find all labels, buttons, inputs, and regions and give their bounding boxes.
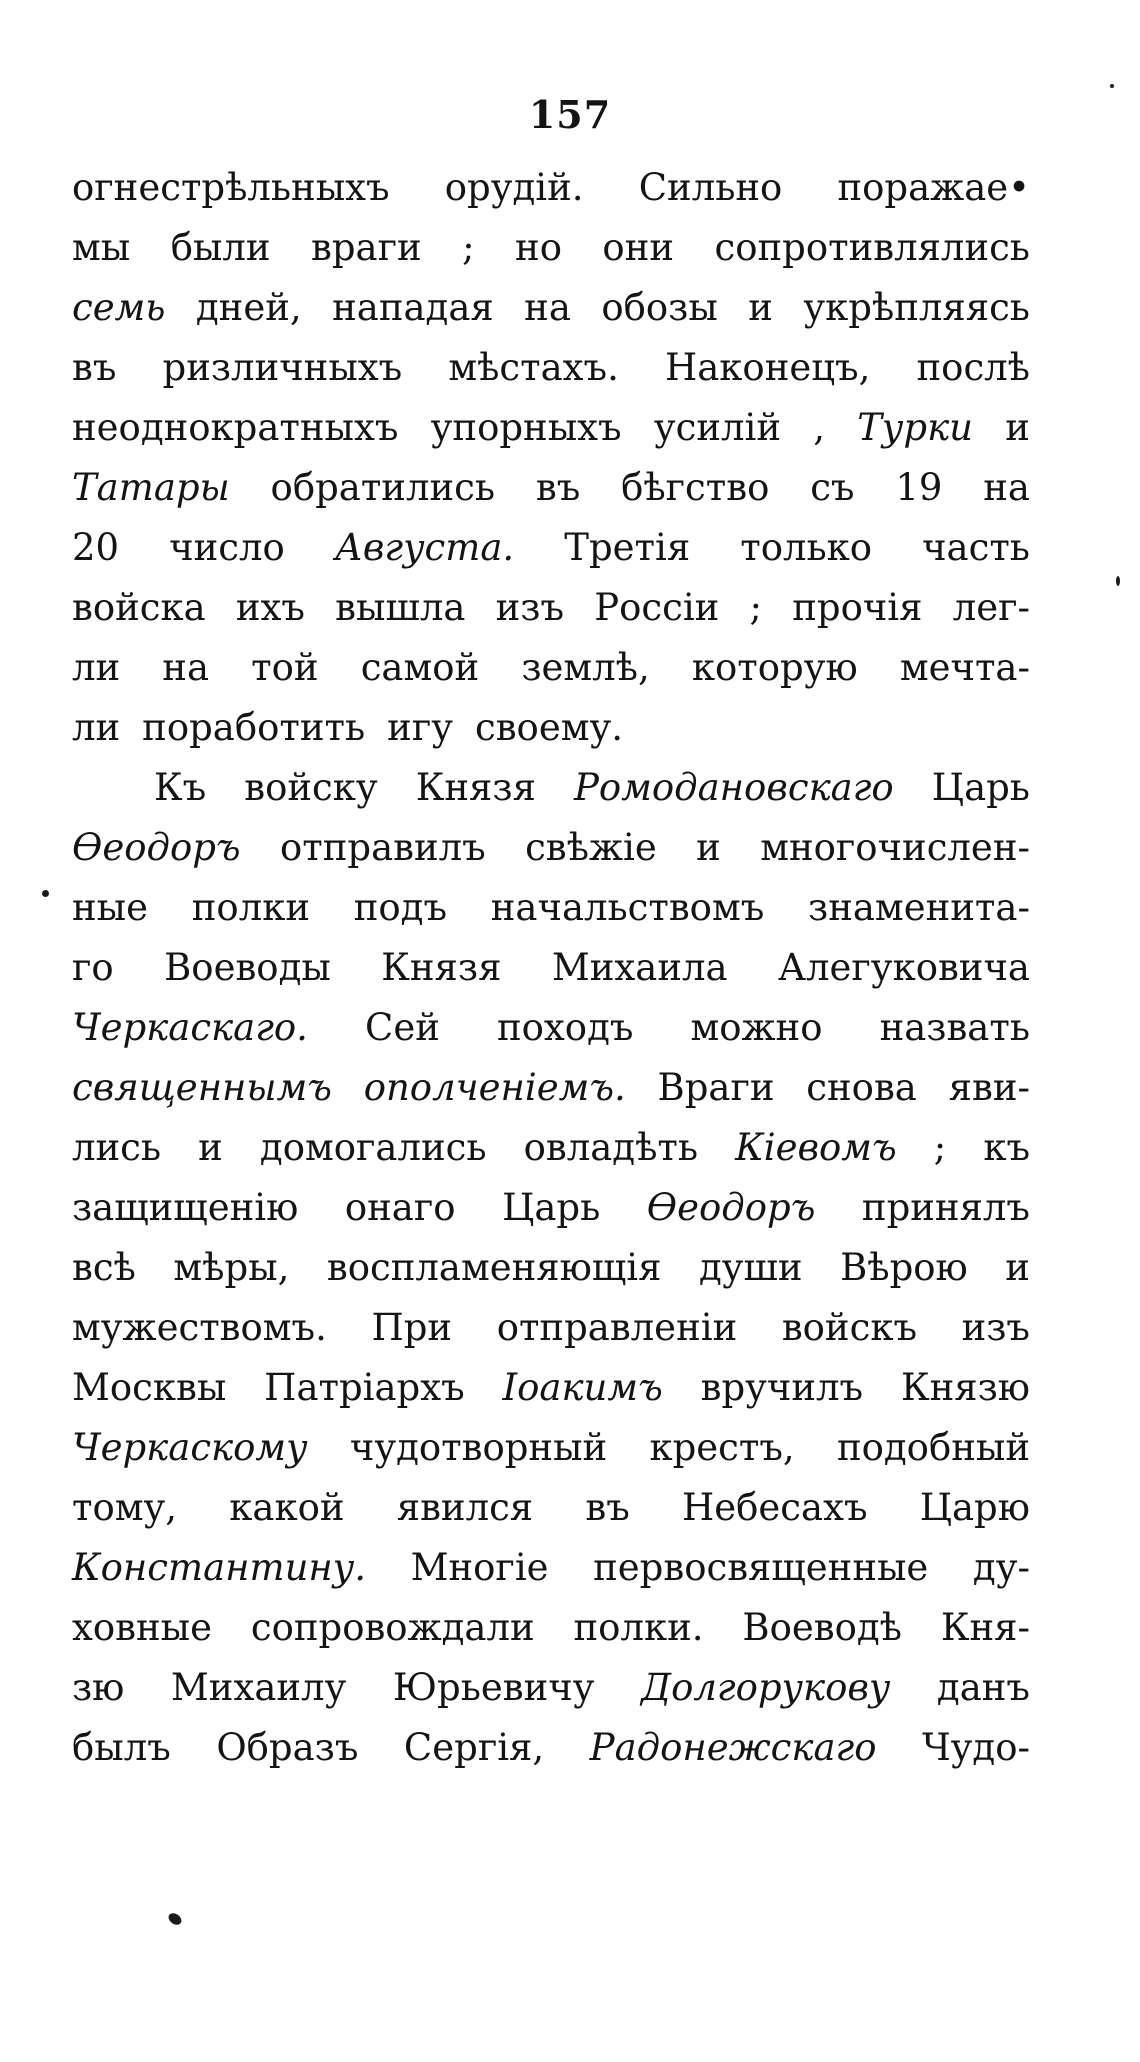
word: ные bbox=[72, 886, 149, 929]
word: были bbox=[170, 226, 271, 269]
page-number: 157 bbox=[528, 92, 612, 137]
word: Образъ bbox=[216, 1726, 359, 1769]
word: они bbox=[602, 226, 675, 269]
word: Къ bbox=[154, 766, 207, 809]
word: Многіе bbox=[410, 1546, 549, 1589]
word: и bbox=[748, 286, 773, 329]
word: мужествомъ. bbox=[72, 1306, 327, 1349]
word: Юрьевичу bbox=[392, 1666, 595, 1709]
word: усилій bbox=[653, 406, 781, 449]
word: Вѣрою bbox=[840, 1246, 968, 1289]
word: Москвы bbox=[72, 1366, 227, 1409]
italic-word: священнымъ bbox=[72, 1066, 332, 1109]
text-line bbox=[72, 458, 1030, 518]
text-line bbox=[72, 698, 1030, 758]
italic-word: Черкаскому bbox=[72, 1426, 308, 1469]
word: какой bbox=[229, 1486, 345, 1529]
text-line bbox=[72, 1238, 1030, 1298]
word: Россіи bbox=[594, 586, 720, 629]
word: бѣгство bbox=[621, 466, 770, 509]
word: начальствомъ bbox=[490, 886, 765, 929]
italic-word: Іоакимъ bbox=[502, 1366, 663, 1409]
word: войска bbox=[72, 586, 206, 629]
word: число bbox=[169, 526, 285, 569]
word: игу bbox=[387, 706, 453, 749]
word: прочія bbox=[792, 586, 923, 629]
word: ли bbox=[72, 706, 121, 749]
word: Князю bbox=[900, 1366, 1030, 1409]
text-line bbox=[72, 1418, 1030, 1478]
italic-word: Радонежскаго bbox=[589, 1726, 877, 1769]
text-line bbox=[72, 518, 1030, 578]
text-line bbox=[72, 398, 1030, 458]
ink-speck bbox=[166, 1911, 183, 1927]
italic-word: Кіевомъ bbox=[735, 1126, 897, 1169]
italic-word: Татары bbox=[72, 466, 230, 509]
ink-speck bbox=[42, 890, 49, 897]
word: овладѣть bbox=[523, 1126, 699, 1169]
word: Враги bbox=[657, 1066, 775, 1109]
word: изъ bbox=[495, 586, 565, 629]
text-line bbox=[72, 1178, 1030, 1238]
text-line bbox=[72, 1118, 1030, 1178]
word: Князя bbox=[415, 766, 536, 809]
page-text bbox=[72, 158, 1030, 1778]
word: дней, bbox=[195, 286, 302, 329]
word: явился bbox=[396, 1486, 534, 1529]
word: защищенію bbox=[72, 1186, 299, 1229]
word: своему. bbox=[474, 706, 624, 749]
word: былъ bbox=[72, 1726, 171, 1769]
word: Царь bbox=[502, 1186, 601, 1229]
word: души bbox=[698, 1246, 803, 1289]
word: можно bbox=[690, 1006, 823, 1049]
word: поработить bbox=[142, 706, 366, 749]
word: мѣстахъ. bbox=[448, 346, 619, 389]
word: лег- bbox=[952, 586, 1030, 629]
word: враги bbox=[311, 226, 422, 269]
text-line bbox=[72, 1358, 1030, 1418]
word: ихъ bbox=[235, 586, 305, 629]
text-line bbox=[72, 878, 1030, 938]
word: самой bbox=[360, 646, 480, 689]
word: многочислен- bbox=[760, 826, 1030, 869]
word: онаго bbox=[344, 1186, 456, 1229]
word: 20 bbox=[72, 526, 120, 569]
word: неоднократныхъ bbox=[72, 406, 399, 449]
word: обозы bbox=[601, 286, 718, 329]
word: поражае• bbox=[837, 166, 1030, 209]
word: воспламеняющія bbox=[326, 1246, 662, 1289]
word: Кня- bbox=[940, 1606, 1030, 1649]
word: сопротивлялись bbox=[714, 226, 1030, 269]
word: вышла bbox=[335, 586, 466, 629]
word: огнестрѣльныхъ bbox=[72, 166, 390, 209]
text-line bbox=[72, 1058, 1030, 1118]
word: Царю bbox=[919, 1486, 1030, 1529]
word: но bbox=[515, 226, 562, 269]
word: тому, bbox=[72, 1486, 178, 1529]
italic-word: ополченіемъ. bbox=[363, 1066, 626, 1109]
word: къ bbox=[983, 1126, 1030, 1169]
word: на bbox=[983, 466, 1030, 509]
word: Князя bbox=[381, 946, 502, 989]
word: въ bbox=[535, 466, 581, 509]
word: вручилъ bbox=[700, 1366, 864, 1409]
word: укрѣпляясь bbox=[803, 286, 1030, 329]
word: ховные bbox=[72, 1606, 212, 1649]
word: отправилъ bbox=[279, 826, 486, 869]
word: зю bbox=[72, 1666, 125, 1709]
italic-word: Ромодановскаго bbox=[574, 766, 894, 809]
text-line bbox=[72, 818, 1030, 878]
text-line bbox=[72, 338, 1030, 398]
word: отправленіи bbox=[496, 1306, 738, 1349]
italic-word: Черкаскаго. bbox=[72, 1006, 308, 1049]
word: орудій. bbox=[444, 166, 584, 209]
word: домогались bbox=[259, 1126, 487, 1169]
word: назвать bbox=[879, 1006, 1030, 1049]
word: ризличныхъ bbox=[162, 346, 403, 389]
word: подобный bbox=[836, 1426, 1030, 1469]
italic-word: семь bbox=[72, 286, 166, 329]
italic-word: Долгорукову bbox=[640, 1666, 891, 1709]
word: походъ bbox=[496, 1006, 634, 1049]
word: подъ bbox=[353, 886, 448, 929]
italic-word: Константину. bbox=[72, 1546, 367, 1589]
word: послѣ bbox=[916, 346, 1030, 389]
italic-word: Турки bbox=[857, 406, 974, 449]
word: часть bbox=[922, 526, 1030, 569]
word: ду- bbox=[972, 1546, 1030, 1589]
word: и bbox=[1005, 406, 1030, 449]
word: , bbox=[813, 406, 825, 449]
text-line bbox=[72, 1478, 1030, 1538]
word: При bbox=[371, 1306, 453, 1349]
word: Третія bbox=[564, 526, 691, 569]
text-line bbox=[72, 638, 1030, 698]
text-line bbox=[72, 1298, 1030, 1358]
text-line bbox=[72, 1718, 1030, 1778]
word: данъ bbox=[936, 1666, 1030, 1709]
word: и bbox=[198, 1126, 223, 1169]
word: только bbox=[740, 526, 873, 569]
italic-word: Ѳеодоръ bbox=[646, 1186, 816, 1229]
word: Воеводѣ bbox=[742, 1606, 902, 1649]
text-line bbox=[72, 758, 1030, 818]
word: съ bbox=[810, 466, 855, 509]
word: Чудо- bbox=[922, 1726, 1030, 1769]
word: войску bbox=[244, 766, 378, 809]
word: яви- bbox=[948, 1066, 1030, 1109]
word: Сергія, bbox=[403, 1726, 545, 1769]
text-line bbox=[72, 578, 1030, 638]
word: свѣжіе bbox=[525, 826, 657, 869]
text-line bbox=[72, 158, 1030, 218]
ink-speck bbox=[1110, 84, 1114, 88]
word: ли bbox=[72, 646, 121, 689]
word: первосвященные bbox=[593, 1546, 929, 1589]
word: мы bbox=[72, 226, 131, 269]
word: Михаилу bbox=[170, 1666, 347, 1709]
word: снова bbox=[806, 1066, 917, 1109]
word: и bbox=[1005, 1246, 1030, 1289]
word: въ bbox=[72, 346, 117, 389]
word: войскъ bbox=[781, 1306, 917, 1349]
word: лись bbox=[72, 1126, 162, 1169]
word: землѣ, bbox=[521, 646, 650, 689]
word: на bbox=[524, 286, 571, 329]
word: изъ bbox=[961, 1306, 1030, 1349]
text-line bbox=[72, 1598, 1030, 1658]
text-line bbox=[72, 278, 1030, 338]
word: въ bbox=[585, 1486, 630, 1529]
word: Сильно bbox=[638, 166, 783, 209]
word: знаменита- bbox=[808, 886, 1030, 929]
italic-word: Августа. bbox=[334, 526, 515, 569]
word: той bbox=[251, 646, 319, 689]
word: мѣры, bbox=[173, 1246, 290, 1289]
word: упорныхъ bbox=[430, 406, 622, 449]
word: Алегуковича bbox=[778, 946, 1030, 989]
word: принялъ bbox=[861, 1186, 1030, 1229]
text-line bbox=[72, 1538, 1030, 1598]
word: чудотворный bbox=[349, 1426, 608, 1469]
word: всѣ bbox=[72, 1246, 136, 1289]
word: Царь bbox=[931, 766, 1030, 809]
italic-word: Ѳеодоръ bbox=[72, 826, 241, 869]
word: нападая bbox=[332, 286, 494, 329]
word: го bbox=[72, 946, 114, 989]
text-line bbox=[72, 998, 1030, 1058]
word: ; bbox=[933, 1126, 947, 1169]
word: ; bbox=[749, 586, 763, 629]
word: и bbox=[696, 826, 721, 869]
word: Михаила bbox=[551, 946, 728, 989]
text-line bbox=[72, 938, 1030, 998]
word: Небесахъ bbox=[681, 1486, 868, 1529]
word: обратились bbox=[270, 466, 496, 509]
word: Воеводы bbox=[164, 946, 331, 989]
word: мечта- bbox=[899, 646, 1030, 689]
word: 19 bbox=[895, 466, 943, 509]
text-line bbox=[72, 1658, 1030, 1718]
word: полки bbox=[191, 886, 310, 929]
word: полки. bbox=[573, 1606, 704, 1649]
word: Сей bbox=[365, 1006, 440, 1049]
ink-speck bbox=[1116, 576, 1120, 586]
word: Патріархъ bbox=[264, 1366, 465, 1409]
word: сопровождали bbox=[250, 1606, 535, 1649]
word: ; bbox=[462, 226, 475, 269]
word: крестъ, bbox=[649, 1426, 795, 1469]
word: Наконецъ, bbox=[664, 346, 871, 389]
word: которую bbox=[691, 646, 858, 689]
word: на bbox=[162, 646, 210, 689]
text-line bbox=[72, 218, 1030, 278]
